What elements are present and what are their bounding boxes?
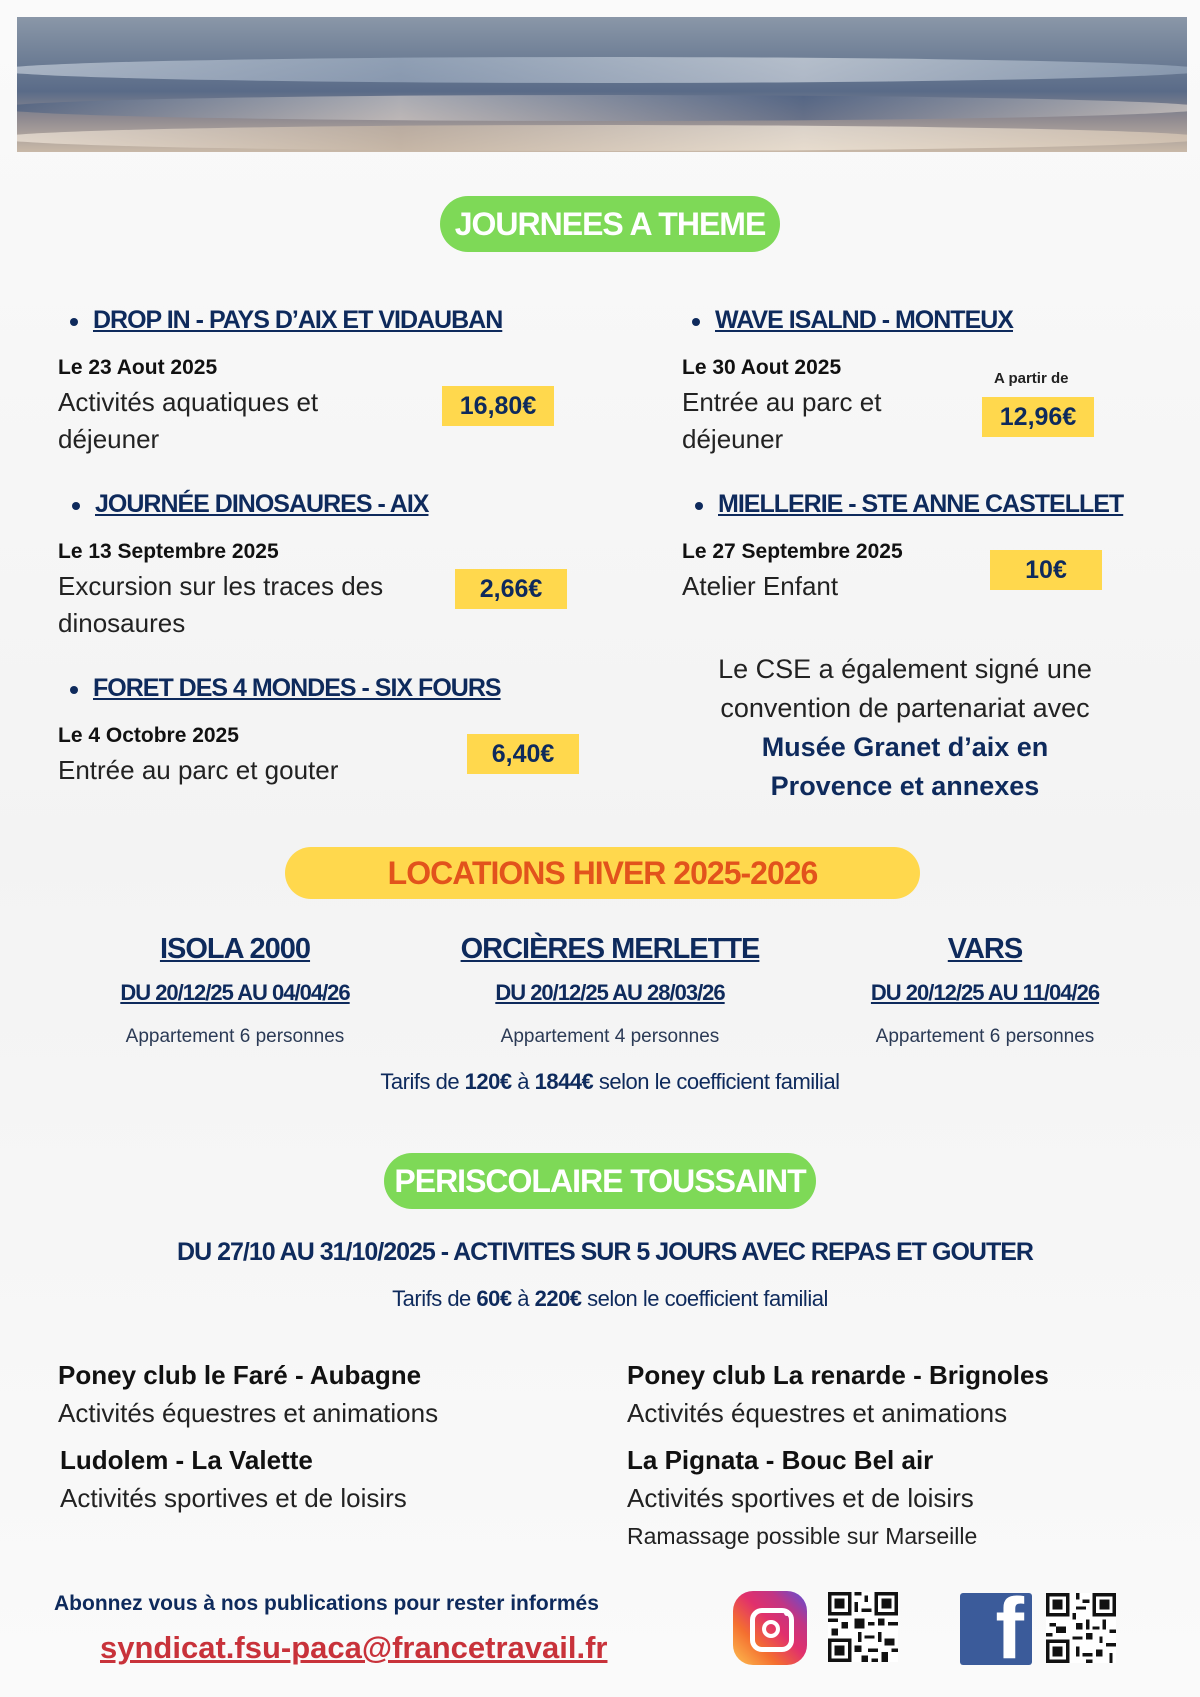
event-desc: Excursion sur les traces des [58,571,384,601]
bullet-icon [70,318,78,326]
event-date: Le 4 Octobre 2025 [58,724,239,747]
event-title: DROP IN - PAYS D’AIX ET VIDAUBAN [93,306,503,334]
resort-apartment: Appartement 6 personnes [125,1026,345,1047]
bullet-icon [692,318,700,326]
activity-name: Poney club La renarde - Brignoles [627,1360,1049,1390]
activity-extra: Ramassage possible sur Marseille [627,1523,978,1549]
bullet-icon [72,502,80,510]
activity-name: Poney club le Faré - Aubagne [58,1360,422,1390]
event-desc: Entrée au parc et [682,387,882,417]
price-prefix: A partir de [994,370,1069,387]
qr-code-instagram[interactable] [828,1592,898,1662]
activity-desc: Activités sportives et de loisirs [627,1483,974,1513]
event-date: Le 13 Septembre 2025 [58,540,279,563]
sea-banner-image [17,17,1187,152]
partnership-text: Le CSE a également signé une convention de partenariat avec Musée Granet d’aix en Provence et annexes [718,654,1092,801]
resort-name: ISOLA 2000 [159,933,311,965]
event-date: Le 23 Aout 2025 [58,356,218,379]
qr-code-facebook[interactable] [1046,1593,1116,1663]
event-price-badge: 16,80€ [442,386,554,426]
activity-desc: Activités équestres et animations [627,1398,1008,1428]
section-title-periscolaire: PERISCOLAIRE TOUSSAINT [384,1153,816,1209]
periscolaire-subtitle: DU 27/10 AU 31/10/2025 - ACTIVITES SUR 5 JOURS AVEC REPAS ET GOUTER [177,1238,1033,1266]
activity-name: La Pignata - Bouc Bel air [627,1445,934,1475]
periscolaire-tarif: Tarifs de 60€ à 220€ selon le coefficient familial [392,1286,828,1311]
bullet-icon [695,502,703,510]
event-date: Le 27 Septembre 2025 [682,540,903,563]
resort-apartment: Appartement 6 personnes [875,1026,1095,1047]
event-title: WAVE ISALND - MONTEUX [715,306,1013,334]
resort-name: VARS [947,933,1023,965]
event-title: MIELLERIE - STE ANNE CASTELLET [718,490,1124,518]
resort-name: ORCIÈRES MERLETTE [460,933,760,965]
email-link[interactable]: syndicat.fsu-paca@francetravail.fr [100,1630,608,1665]
winter-tarif: Tarifs de 120€ à 1844€ selon le coefficient familial [380,1069,840,1094]
event-price-badge: 10€ [990,550,1102,590]
event-desc: déjeuner [682,424,784,454]
activity-name: Ludolem - La Valette [60,1445,313,1475]
resort-dates: DU 20/12/25 AU 28/03/26 [495,980,725,1005]
event-title: JOURNÉE DINOSAURES - AIX [95,490,429,518]
bullet-icon [70,686,78,694]
activity-desc: Activités sportives et de loisirs [60,1483,407,1513]
resort-dates: DU 20/12/25 AU 11/04/26 [870,980,1100,1005]
activity-desc: Activités équestres et animations [58,1398,439,1428]
event-desc: dinosaures [58,608,186,638]
event-desc: Entrée au parc et gouter [58,755,339,785]
resort-apartment: Appartement 4 personnes [500,1026,720,1047]
event-desc: déjeuner [58,424,160,454]
resort-dates: DU 20/12/25 AU 04/04/26 [120,980,350,1005]
event-desc: Activités aquatiques et [58,387,319,417]
event-price-badge: 6,40€ [467,734,579,774]
event-date: Le 30 Aout 2025 [682,356,842,379]
section-title-themed-days: JOURNEES A THEME [440,196,780,252]
event-title: FORET DES 4 MONDES - SIX FOURS [93,674,501,702]
subscribe-note: Abonnez vous à nos publications pour rester informés [54,1592,599,1615]
section-title-winter-rentals: LOCATIONS HIVER 2025-2026 [285,847,920,899]
facebook-icon[interactable]: f [960,1593,1032,1665]
event-price-badge: 2,66€ [455,569,567,609]
instagram-icon[interactable] [733,1591,807,1665]
event-price-badge: 12,96€ [982,397,1094,437]
event-desc: Atelier Enfant [682,571,839,601]
